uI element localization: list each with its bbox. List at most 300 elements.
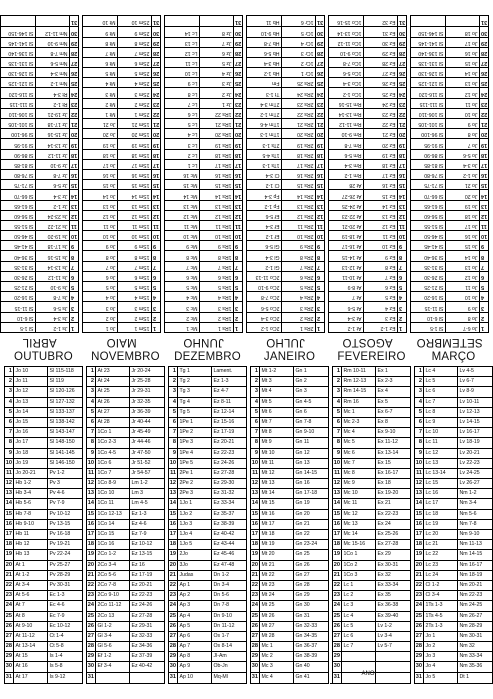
day-number: 13: [169, 489, 178, 498]
table-row: [251, 489, 328, 499]
reading-a: Mc 10: [342, 489, 376, 498]
reading-a: Lc 19: [424, 520, 458, 529]
day-number: 23: [169, 591, 178, 600]
reading-a: Ez 17: [363, 170, 397, 179]
reading-a: Ez 12: [363, 221, 397, 230]
day-number: 1: [5, 367, 14, 376]
reading-a: Jo 18: [445, 27, 479, 36]
reading-b: Ef 1-2: [265, 233, 280, 240]
reading-b: Ez 20-21: [213, 439, 235, 446]
table-row: [247, 37, 324, 47]
reading-b: At 10-11: [342, 274, 362, 281]
reading-a: Mt 15: [260, 499, 294, 508]
reading-a: At 3-4: [14, 581, 48, 590]
reading-b: Sl 146-150: [49, 459, 75, 466]
table-row: [247, 118, 324, 128]
reading-a: Js 7-8: [35, 292, 69, 301]
reading-a: Jz 6: [199, 48, 233, 57]
day-number: 8: [415, 438, 424, 447]
reading-b: At 7: [352, 294, 362, 301]
table-row: [411, 189, 488, 199]
day-number: 21: [333, 571, 342, 580]
reading-a: At 9-10: [14, 622, 48, 631]
reading-b: Sl 36-40: [14, 253, 34, 260]
table-row: [5, 398, 82, 408]
reading-b: Jo 9: [105, 243, 116, 250]
day-number: 21: [233, 119, 242, 128]
day-number: 29: [315, 38, 324, 47]
reading-b: Mc 2: [186, 314, 198, 321]
reading-a: Jz 7: [199, 38, 233, 47]
table-row: [169, 622, 246, 632]
reading-b: 2Co 1-2: [261, 325, 280, 331]
reading-b: 2Co 9-10: [258, 284, 280, 291]
day-number: 7: [479, 262, 488, 271]
reading-b: Ez 4-7: [213, 388, 229, 395]
reading-b: Ex 16-17: [377, 469, 399, 476]
reading-b: Sl 86-90: [14, 151, 34, 158]
table-row: [329, 189, 406, 199]
reading-b: Sl 51-55: [424, 223, 444, 230]
table-row: [333, 398, 410, 408]
day-number: 19: [251, 550, 260, 559]
table-row: [83, 179, 160, 189]
reading-b: 1Co 5-6: [343, 70, 362, 77]
table-row: [247, 312, 324, 322]
day-number: 24: [479, 89, 488, 98]
reading-a: Mt 9: [260, 438, 294, 447]
month-column-fevereiro: [332, 350, 411, 696]
reading-a: Lc 4: [424, 367, 458, 376]
table-row: [1, 240, 78, 250]
month-title: ABRIL: [22, 336, 57, 348]
day-number: 8: [87, 438, 96, 447]
table-row: [5, 438, 82, 448]
table-row: [83, 169, 160, 179]
day-number: 2: [151, 313, 160, 322]
reading-a: Jo 14: [445, 252, 479, 261]
reading-b: Dn 7-8: [213, 602, 230, 609]
reading-a: Lc 6: [424, 387, 458, 396]
reading-a: Lc 3: [342, 601, 376, 610]
table-row: [411, 210, 488, 220]
reading-b: Dn 1-2: [213, 571, 230, 578]
reading-a: 2Ts 1-3: [424, 622, 458, 631]
table-row: [415, 581, 492, 591]
day-number: 15: [251, 510, 260, 519]
reading-b: Dn 11-12: [213, 622, 235, 629]
reading-b: Jr 20-24: [131, 368, 151, 374]
reading-a: [35, 16, 69, 26]
reading-a: Jo 19: [14, 459, 48, 468]
day-number: 9: [333, 449, 342, 458]
reading-a: Nm 5-6: [35, 58, 69, 67]
table-row: [165, 98, 242, 108]
reading-b: Mt 1: [105, 111, 116, 118]
reading-b: At 28: [349, 182, 362, 189]
table-row: [411, 240, 488, 250]
reading-a: Lc 23: [424, 561, 458, 570]
reading-a: 3Jo: [178, 561, 212, 570]
day-number: 22: [69, 109, 78, 118]
day-number: 11: [151, 221, 160, 230]
day-number: 13: [479, 201, 488, 210]
table-row: [415, 398, 492, 408]
reading-a: 1Co 11: [96, 499, 130, 508]
table-row: [411, 322, 488, 332]
reading-a: Lc 1: [342, 581, 376, 590]
reading-a: 2Rs 24: [281, 89, 315, 98]
reading-a: [96, 673, 130, 683]
reading-a: Ez 31: [363, 27, 397, 36]
reading-b: Sl 71-75: [14, 182, 34, 189]
day-number: 4: [5, 398, 14, 407]
reading-b: At 12-13: [341, 263, 362, 270]
day-number: 30: [333, 662, 342, 671]
reading-a: Jo 8: [445, 129, 479, 138]
reading-a: At 25: [96, 387, 130, 396]
reading-b: Mt 10: [102, 19, 116, 26]
table-row: [169, 540, 246, 550]
table-row: [415, 499, 492, 509]
day-number: 21: [415, 571, 424, 580]
reading-a: 1Sm 20: [117, 129, 151, 138]
day-number: 23: [87, 591, 96, 600]
table-row: [329, 291, 406, 301]
reading-b: Ex 30-31: [377, 561, 399, 568]
table-row: [411, 57, 488, 67]
month-title: FEVEREIRO: [337, 351, 406, 363]
reading-b: Mc 9: [186, 243, 198, 250]
reading-a: Jo 21: [445, 180, 479, 189]
reading-a: 1Co 4-5: [96, 449, 130, 458]
reading-a: Tg 3: [178, 387, 212, 396]
reading-a: Ap 1: [178, 581, 212, 590]
reading-a: Js 9-10: [35, 282, 69, 291]
reading-a: Ez 1-2: [363, 323, 397, 332]
table-row: [83, 291, 160, 301]
day-number: 29: [87, 652, 96, 661]
month-title: MAIO: [106, 336, 137, 348]
reading-b: Sl 46-50: [14, 233, 34, 240]
day-number: 31: [415, 673, 424, 683]
reading-a: Ez 13: [363, 211, 397, 220]
reading-a: 2Rs 1: [281, 323, 315, 332]
table-row: [5, 377, 82, 387]
reading-a: 1Pe 2: [178, 428, 212, 437]
table-row: [87, 449, 164, 459]
reading-b: Jr 25-28: [131, 378, 151, 385]
day-number: 4: [415, 398, 424, 407]
reading-a: Gl 5-6: [96, 642, 130, 651]
day-number: 6: [151, 272, 160, 281]
day-number: 2: [233, 313, 242, 322]
reading-b: Jo 20: [102, 131, 116, 138]
reading-a: Ez 7: [363, 272, 397, 281]
table-row: [5, 642, 82, 652]
table-row: [415, 428, 492, 438]
day-number: 28: [251, 642, 260, 651]
month-title: JANEIRO: [263, 351, 316, 363]
table-row: [5, 662, 82, 672]
table-row: [247, 149, 324, 159]
day-number: 5: [479, 282, 488, 291]
reading-b: Nm 33-34: [459, 653, 483, 660]
day-number: 24: [5, 601, 14, 610]
reading-a: Ez 3: [363, 313, 397, 322]
day-number: 11: [69, 221, 78, 230]
reading-b: At 26-27: [341, 192, 362, 199]
reading-a: 1Sm 4: [117, 292, 151, 301]
reading-b: Fp 3-4: [264, 192, 280, 199]
day-number: 26: [251, 622, 260, 631]
reading-a: Mc 2: [260, 652, 294, 661]
reading-a: Mt 21: [260, 561, 294, 570]
reading-b: Jo 3: [105, 304, 116, 311]
table-row: [87, 418, 164, 428]
reading-b: Sl 56-60: [424, 212, 444, 219]
reading-b: Sl 146-150: [8, 29, 34, 36]
table-row: [87, 479, 164, 489]
reading-b: Mt 4: [105, 80, 116, 87]
table-row: [251, 530, 328, 540]
day-number: 4: [333, 398, 342, 407]
year-line: [330, 683, 380, 684]
reading-b: Jr 40-44: [131, 418, 151, 425]
table-row: [415, 550, 492, 560]
reading-a: Ez 9: [363, 252, 397, 261]
reading-a: 1Rs 1: [199, 323, 233, 332]
day-number: 14: [5, 499, 14, 508]
day-number: 22: [169, 581, 178, 590]
day-number: 15: [5, 510, 14, 519]
reading-b: Pv 4-6: [49, 490, 65, 497]
day-number: 22: [415, 581, 424, 590]
reading-b: Pv 1-2: [49, 469, 65, 476]
day-number: 22: [315, 109, 324, 118]
table-row: [247, 220, 324, 230]
table-row: [169, 418, 246, 428]
reading-a: Js 17-18: [35, 241, 69, 250]
table-row: [83, 251, 160, 261]
day-number: 2: [69, 313, 78, 322]
reading-a: 2Rs 2: [281, 313, 315, 322]
reading-a: 2Co 5-6: [96, 571, 130, 580]
day-number: 23: [415, 591, 424, 600]
table-row: [169, 479, 246, 489]
day-number: 26: [479, 68, 488, 77]
reading-b: Hb 1-2: [263, 70, 280, 77]
reading-a: 1Jo 1: [178, 499, 212, 508]
reading-a: 2Jo: [178, 550, 212, 559]
reading-a: Mt 23: [260, 581, 294, 590]
reading-b: Pv 7-9: [49, 500, 65, 507]
table-row: [169, 612, 246, 622]
table-row: [165, 281, 242, 291]
reading-a: 1Jo 3: [178, 520, 212, 529]
day-number: 16: [169, 520, 178, 529]
table-row: [169, 561, 246, 571]
reading-b: Sl 21-25: [424, 284, 444, 291]
table-row: [411, 312, 488, 322]
day-number: 4: [397, 292, 406, 301]
table-row: [165, 271, 242, 281]
reading-a: Ez 16: [363, 180, 397, 189]
day-number: 18: [69, 150, 78, 159]
day-number: 27: [69, 58, 78, 67]
table-row: [333, 601, 410, 611]
table-row: [169, 530, 246, 540]
day-number: 24: [251, 601, 260, 610]
reading-a: 2Rs 17: [281, 160, 315, 169]
reading-b: Nm 11-13: [459, 541, 482, 548]
table-row: [333, 622, 410, 632]
reading-b: Lc 1: [187, 162, 198, 168]
reading-b: Jo 7: [105, 263, 116, 270]
day-number: 1: [251, 367, 260, 376]
table-row: [411, 138, 488, 148]
day-number: 23: [315, 99, 324, 108]
reading-a: 1Co 2: [342, 561, 376, 570]
reading-b: Nm 7-8: [459, 520, 477, 527]
table-row: [5, 387, 82, 397]
reading-b: Lv 6-7: [459, 378, 474, 385]
reading-b: Pv 13-15: [49, 520, 71, 527]
reading-b: Rm 13-14: [338, 111, 362, 118]
table-row: [329, 240, 406, 250]
reading-a: 2Co 7-8: [96, 581, 130, 590]
reading-a: 2Rs 7: [281, 262, 315, 271]
reading-b: Sl 116-120: [418, 90, 444, 97]
reading-a: 1Jo 4: [178, 530, 212, 539]
table-row: [5, 612, 82, 622]
day-number: 14: [397, 190, 406, 199]
reading-a: Jo 17: [14, 438, 48, 447]
reading-b: Ez 27-28: [213, 469, 235, 476]
month-title: JULHO: [266, 336, 305, 348]
day-number: 29: [69, 38, 78, 47]
reading-b: Gn 36-37: [295, 643, 318, 650]
reading-b: Ef 3-4: [265, 223, 280, 230]
reading-a: Jo 9: [445, 302, 479, 311]
table-row: [247, 67, 324, 77]
day-number: 9: [315, 241, 324, 250]
reading-b: At 22-23: [341, 212, 362, 219]
reading-a: 1Rs 20: [199, 129, 233, 138]
table-row: [333, 612, 410, 622]
reading-a: At 16: [14, 662, 48, 671]
reading-a: At 23: [96, 367, 130, 376]
reading-a: 1Sm 17: [117, 160, 151, 169]
table-row: [83, 57, 160, 67]
reading-b: Ez 33-34: [213, 500, 235, 507]
table-row: [169, 520, 246, 530]
table-row: [87, 652, 164, 662]
reading-a: Mc 12: [342, 510, 376, 519]
reading-b: Ec 4-6: [49, 602, 65, 609]
reading-b: Sl 115-118: [49, 368, 74, 374]
day-number: 31: [87, 673, 96, 683]
reading-a: Jo 5-6: [445, 150, 479, 159]
day-number: 28: [87, 642, 96, 651]
reading-a: Jo 14: [14, 408, 48, 417]
reading-b: Sl 141-145: [8, 39, 34, 46]
day-number: 31: [479, 16, 488, 26]
reading-b: 1Ts 4-5: [262, 151, 280, 158]
day-number: 13: [69, 201, 78, 210]
reading-a: At 5-6: [14, 591, 48, 600]
day-number: 12: [479, 211, 488, 220]
day-number: 10: [87, 459, 96, 468]
reading-b: Lv 3-4: [377, 632, 392, 639]
reading-a: 2Sm 9: [117, 27, 151, 36]
table-row: [83, 118, 160, 128]
reading-b: Ex 6-7: [377, 408, 393, 415]
reading-b: Ex 39-40: [377, 612, 399, 619]
upper-calendar-half: [0, 3, 493, 349]
reading-b: Lc 13: [184, 39, 198, 46]
day-number: 20: [169, 561, 178, 570]
reading-a: Hb 13: [14, 550, 48, 559]
day-number: 18: [151, 150, 160, 159]
table-row: [329, 88, 406, 98]
table-row: [251, 469, 328, 479]
day-number: 30: [169, 662, 178, 671]
table-row: [247, 240, 324, 250]
day-number: 10: [169, 459, 178, 468]
reading-b: Ex 19-20: [377, 490, 399, 497]
table-row: [5, 408, 82, 418]
day-number: 24: [151, 89, 160, 98]
table-row: [247, 88, 324, 98]
reading-b: Gn 12: [295, 449, 310, 456]
reading-b: Lv 16-17: [459, 429, 480, 436]
table-row: [415, 612, 492, 622]
day-number: 9: [151, 241, 160, 250]
table-row: [251, 398, 328, 408]
reading-b: Lv 20-21: [459, 449, 480, 456]
reading-a: Jz 1-2: [35, 201, 69, 210]
reading-b: Rm 5-6: [344, 151, 362, 158]
reading-b: Jr 45-49: [131, 429, 151, 436]
reading-a: At 8: [14, 612, 48, 621]
reading-table: [0, 15, 79, 333]
table-row: [5, 367, 82, 377]
table-row: [333, 632, 410, 642]
day-number: 19: [169, 550, 178, 559]
table-row: [1, 261, 78, 271]
reading-a: 2Rs 8: [281, 252, 315, 261]
month-column-março: [414, 350, 493, 696]
day-number: 23: [69, 99, 78, 108]
day-number: 18: [315, 150, 324, 159]
table-row: [251, 510, 328, 520]
reading-a: 1Rs 10: [199, 231, 233, 240]
day-number: 23: [397, 99, 406, 108]
reading-b: Ct 5-8: [49, 643, 64, 650]
day-number: 28: [233, 48, 242, 57]
reading-a: Mt 5: [260, 398, 294, 407]
day-number: 30: [415, 662, 424, 671]
table-row: [329, 159, 406, 169]
table-row: [1, 16, 78, 26]
reading-table: [4, 366, 83, 684]
day-number: 2: [87, 377, 96, 386]
day-number: 8: [233, 252, 242, 261]
table-row: [333, 449, 410, 459]
reading-a: Jo 5: [424, 673, 458, 683]
reading-b: Sl 26-30: [14, 274, 34, 281]
